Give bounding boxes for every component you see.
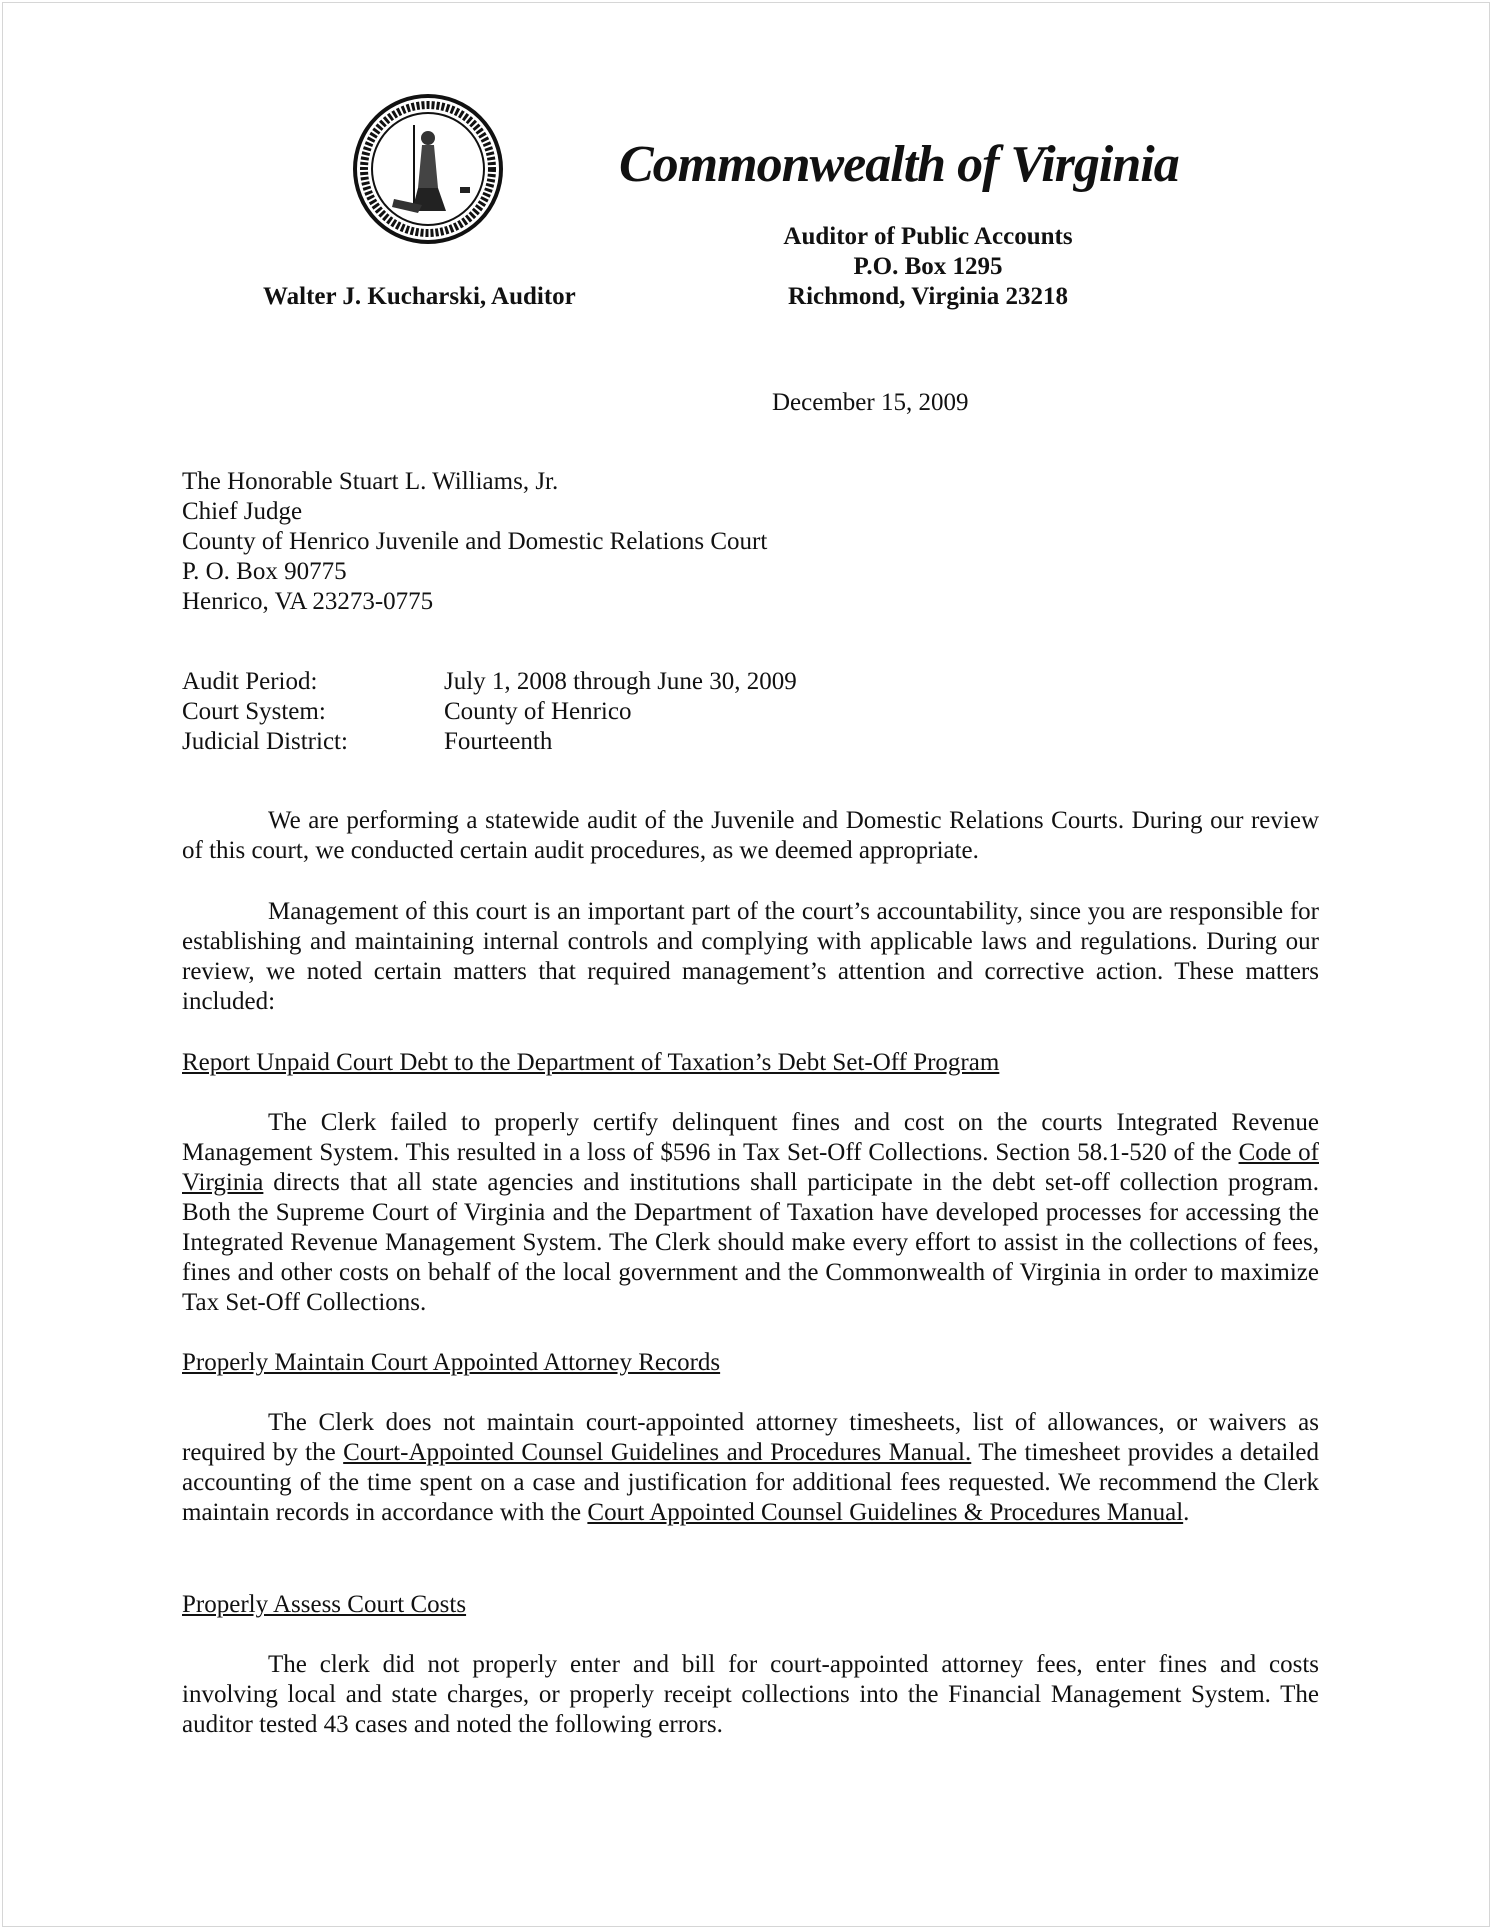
judicial-district-label: Judicial District: xyxy=(182,728,348,755)
court-costs-paragraph: The clerk did not properly enter and bill for court-appointed attorney fees, enter fines and costs involving local and state charges, or properly receipt collections into the Financial Management System. The auditor tested 43 cases and noted the following errors. xyxy=(182,1651,1319,1738)
manual-reference: Court-Appointed Counsel Guidelines and Procedures Manual. xyxy=(343,1439,972,1466)
recipient-line: The Honorable Stuart L. Williams, Jr. xyxy=(182,468,559,495)
letter-date: December 15, 2009 xyxy=(772,389,969,416)
court-system-label: Court System: xyxy=(182,698,326,725)
recipient-line: Chief Judge xyxy=(182,498,303,525)
court-system-value: County of Henrico xyxy=(444,698,632,725)
management-paragraph: Management of this court is an important part of the court’s accountability, since you are responsible for establishing and maintaining internal controls and complying with applicable laws and regulations. During our review, we noted certain matters that required management’s attention and corrective action. These matters included: xyxy=(182,898,1319,1015)
office-po-box: P.O. Box 1295 xyxy=(853,253,1003,280)
section-heading-debt-set-off: Report Unpaid Court Debt to the Department of Taxation’s Debt Set-Off Program xyxy=(182,1049,1000,1076)
judicial-district-value: Fourteenth xyxy=(444,728,553,755)
attorney-records-paragraph: The Clerk does not maintain court-appointed attorney timesheets, list of allowances, or waivers as required by the Court-Appointed Counsel Guidelines and Procedures Manual. The timesheet provides a detailed accounting of the time spent on a case and justification for additional fees requested. We recommend the Clerk maintain records in accordance with the Court Appointed Counsel Guidelines & Procedures Manual. xyxy=(182,1409,1319,1526)
recipient-line: Henrico, VA 23273-0775 xyxy=(182,588,434,615)
recipient-line: P. O. Box 90775 xyxy=(182,558,347,585)
recipient-line: County of Henrico Juvenile and Domestic Relations Court xyxy=(182,528,768,555)
document-page xyxy=(2,2,1490,1927)
audit-period-label: Audit Period: xyxy=(182,668,318,695)
intro-paragraph: We are performing a statewide audit of the Juvenile and Domestic Relations Courts. During our review of this court, we conducted certain audit procedures, as we deemed appropriate. xyxy=(182,807,1319,864)
manual-reference: Court Appointed Counsel Guidelines & Procedures Manual xyxy=(587,1499,1184,1526)
auditor-name: Walter J. Kucharski, Auditor xyxy=(263,283,576,310)
code-of-virginia-reference: Code of Virginia xyxy=(182,1139,1319,1196)
debt-set-off-paragraph: The Clerk failed to properly certify delinquent fines and cost on the courts Integrated Revenue Management System. This resulted in a loss of $596 in Tax Set-Off Collections. Section 58.1-520 of the Code of Virginia directs that all state agencies and institutions shall participate in the debt set-off collection program. Both the Supreme Court of Virginia and the Department of Taxation have developed processes for accessing the Integrated Revenue Management System. The Clerk should make every effort to assist in the collections of fees, fines and other costs on behalf of the local government and the Commonwealth of Virginia in order to maximize Tax Set-Off Collections. xyxy=(182,1109,1319,1316)
virginia-seal-logo xyxy=(352,93,504,245)
section-heading-attorney-records: Properly Maintain Court Appointed Attorney Records xyxy=(182,1349,721,1376)
section-heading-court-costs: Properly Assess Court Costs xyxy=(182,1591,467,1618)
audit-period-value: July 1, 2008 through June 30, 2009 xyxy=(444,668,797,695)
office-name: Auditor of Public Accounts xyxy=(783,223,1073,250)
letterhead-title: Commonwealth of Virginia xyxy=(619,136,1179,193)
office-city: Richmond, Virginia 23218 xyxy=(788,283,1068,310)
